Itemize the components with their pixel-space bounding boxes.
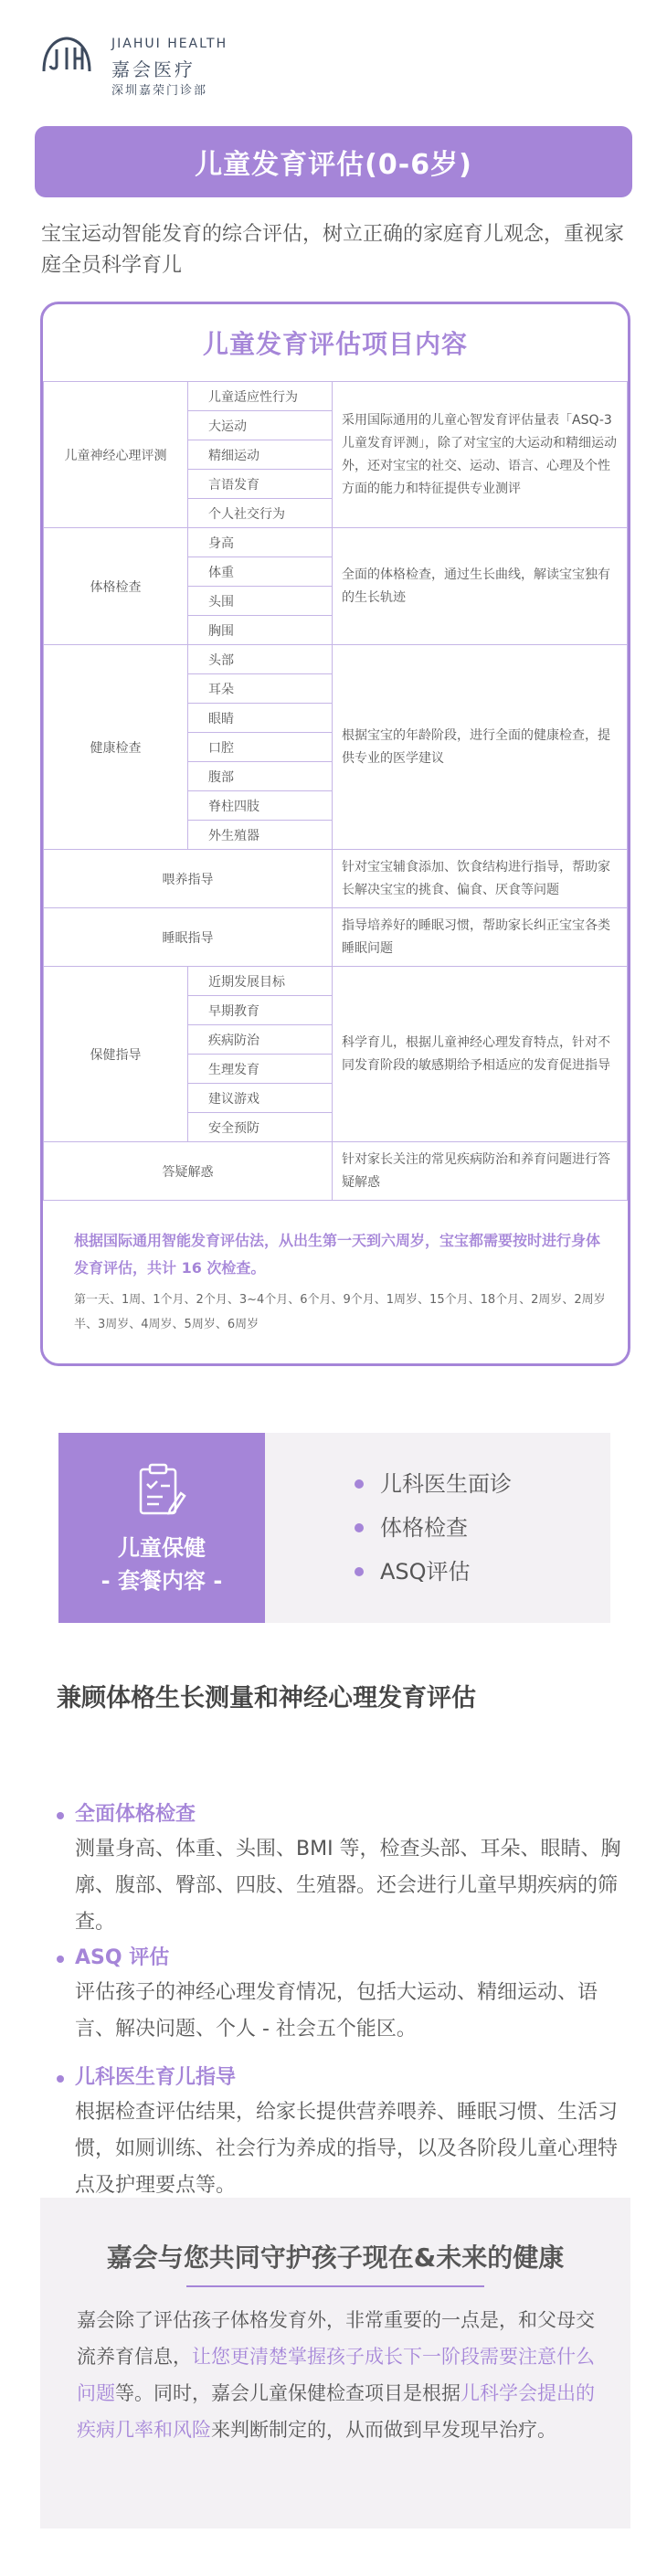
item-cell: 建议游戏: [188, 1084, 333, 1113]
item-cell: 脊柱四肢: [188, 791, 333, 821]
feature-desc: 测量身高、体重、头围、BMI 等，检查头部、耳朵、眼睛、胸廓、腹部、臀部、四肢、生殖器。还会进行儿童早期疾病的筛查。: [75, 1838, 621, 1934]
table-row: [44, 645, 628, 674]
category-cell: 睡眠指导: [44, 908, 333, 967]
feature-item: [57, 1798, 623, 1941]
bullet-dot-icon: [57, 1812, 64, 1819]
item-cell: 眼睛: [188, 704, 333, 733]
table-row: [44, 850, 628, 908]
category-cell: 答疑解惑: [44, 1142, 333, 1201]
brand-name-cn: 嘉会医疗: [111, 58, 196, 80]
bullet-dot-icon: [355, 1479, 364, 1489]
item-cell: 耳朵: [188, 674, 333, 704]
category-cell: 儿童神经心理评测: [44, 382, 188, 528]
item-cell: 口腔: [188, 733, 333, 762]
item-cell: 头围: [188, 587, 333, 616]
page-title: 儿童发育评估(0-6岁): [35, 126, 632, 197]
feature-title: 儿科医生育儿指导: [75, 2066, 237, 2089]
table-row: [44, 1142, 628, 1201]
item-cell: 生理发育: [188, 1055, 333, 1084]
package-item: [355, 1462, 512, 1506]
description-cell: 指导培养好的睡眠习惯，帮助家长纠正宝宝各类睡眠问题: [333, 908, 628, 967]
package-item-label: 儿科医生面诊: [380, 1471, 512, 1497]
description-cell: 科学育儿，根据儿童神经心理发育特点，针对不同发育阶段的敏感期给予相适应的发育促进指导: [333, 967, 628, 1142]
package-label-panel: [58, 1433, 265, 1623]
package-subtitle: - 套餐内容 -: [101, 1568, 223, 1594]
feature-title: 全面体格检查: [75, 1803, 196, 1826]
description-cell: 根据宝宝的年龄阶段，进行全面的健康检查，提供专业的医学建议: [333, 645, 628, 850]
item-cell: 早期教育: [188, 996, 333, 1025]
package-item-label: 体格检查: [380, 1515, 468, 1541]
exam-ages-list: 第一天、1周、1个月、2个月、3~4个月、6个月、9个月、1周岁、15个月、18个月、2周岁、2周岁半、3周岁、4周岁、5周岁、6周岁: [74, 1293, 606, 1331]
features-heading: 兼顾体格生长测量和神经心理发育评估: [57, 1684, 476, 1712]
closing-panel: [40, 2198, 630, 2528]
card-title: 儿童发育评估项目内容: [202, 329, 468, 359]
item-cell: 个人社交行为: [188, 499, 333, 528]
feature-item: [57, 1942, 623, 2048]
bullet-dot-icon: [57, 2075, 64, 2083]
closing-text-part: 来判断制定的，从而做到早发现早治疗。: [211, 2419, 556, 2441]
category-cell: 喂养指导: [44, 850, 333, 908]
table-row: [44, 908, 628, 967]
closing-heading: 嘉会与您共同守护孩子现在&未来的健康: [106, 2242, 565, 2273]
item-cell: 安全预防: [188, 1113, 333, 1142]
package-item: [355, 1550, 512, 1594]
assessment-items-card: [40, 302, 630, 1366]
item-cell: 近期发展目标: [188, 967, 333, 996]
closing-highlight: 让您更清楚掌握孩子成长下一阶段需要注意什么问题: [77, 2346, 595, 2404]
table-row: [44, 967, 628, 996]
description-cell: 全面的体格检查，通过生长曲线，解读宝宝独有的生长轨迹: [333, 528, 628, 645]
item-cell: 大运动: [188, 411, 333, 440]
category-cell: 体格检查: [44, 528, 188, 645]
assessment-table: [43, 381, 628, 1201]
brand-name-en: JIAHUI HEALTH: [111, 37, 228, 51]
description-cell: 针对宝宝辅食添加、饮食结构进行指导，帮助家长解决宝宝的挑食、偏食、厌食等问题: [333, 850, 628, 908]
bullet-dot-icon: [57, 1956, 64, 1963]
closing-text: [77, 2302, 598, 2448]
item-cell: 腹部: [188, 762, 333, 791]
bullet-dot-icon: [355, 1523, 364, 1532]
jiahui-logo-icon: [38, 35, 95, 77]
feature-desc: 根据检查评估结果，给家长提供营养喂养、睡眠习惯、生活习惯，如厕训练、社会行为养成的指导，以及各阶段儿童心理特点及护理要点等。: [75, 2101, 619, 2197]
package-items-list: [355, 1462, 512, 1594]
feature-desc: 评估孩子的神经心理发育情况，包括大运动、精细运动、语言、解决问题、个人 - 社会五个能区。: [75, 1981, 598, 2041]
clipboard-check-icon: [135, 1462, 186, 1517]
closing-text-part: 嘉会除了评估孩子体格发育外，非常重要的一点是，和父母交流养育信息，: [77, 2309, 595, 2368]
item-cell: 体重: [188, 557, 333, 587]
brand-header: [38, 31, 312, 98]
package-title: 儿童保健: [118, 1535, 206, 1561]
category-cell: 健康检查: [44, 645, 188, 850]
package-item: [355, 1506, 512, 1550]
item-cell: 外生殖器: [188, 821, 333, 850]
clinic-name: 深圳嘉荣门诊部: [111, 84, 208, 98]
item-cell: 儿童适应性行为: [188, 382, 333, 411]
feature-title: ASQ 评估: [75, 1946, 170, 1969]
feature-item: [57, 2062, 623, 2204]
table-row: [44, 382, 628, 411]
exam-schedule-note: 根据国际通用智能发育评估法，从出生第一天到六周岁，宝宝都需要按时进行身体发育评估，共计 16 次检查。: [74, 1232, 601, 1277]
package-items-panel: [265, 1433, 610, 1623]
item-cell: 疾病防治: [188, 1025, 333, 1055]
bullet-dot-icon: [355, 1567, 364, 1576]
item-cell: 精细运动: [188, 440, 333, 470]
item-cell: 头部: [188, 645, 333, 674]
closing-text-part: 等。同时，嘉会儿童保健检查项目是根据: [115, 2382, 461, 2404]
description-cell: 采用国际通用的儿童心智发育评估量表「ASQ-3儿童发育评测」，除了对宝宝的大运动和精细运动外，还对宝宝的社交、运动、语言、心理及个性方面的能力和特征提供专业测评: [333, 382, 628, 528]
closing-highlight: 儿科学会提出的疾病几率和风险: [77, 2382, 595, 2441]
item-cell: 言语发育: [188, 470, 333, 499]
item-cell: 身高: [188, 528, 333, 557]
description-cell: 针对家长关注的常见疾病防治和养育问题进行答疑解惑: [333, 1142, 628, 1201]
table-row: [44, 528, 628, 557]
category-cell: 保健指导: [44, 967, 188, 1142]
item-cell: 胸围: [188, 616, 333, 645]
package-item-label: ASQ评估: [380, 1559, 471, 1585]
intro-text: 宝宝运动智能发育的综合评估，树立正确的家庭育儿观念，重视家庭全员科学育儿: [41, 223, 625, 277]
divider: [186, 2285, 484, 2287]
